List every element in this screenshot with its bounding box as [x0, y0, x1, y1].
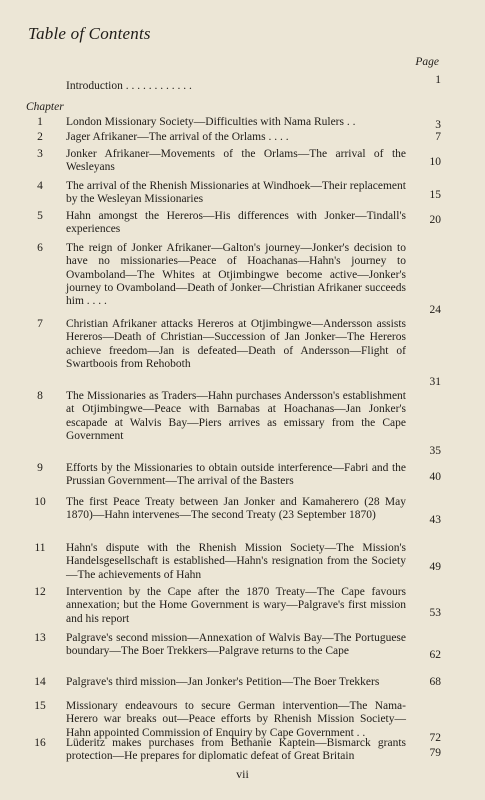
page-title: Table of Contents [28, 24, 151, 43]
chapter-number: 5 [37, 210, 43, 222]
chapter-description: London Missionary Society—Difficulties with Nama Rulers . . [66, 116, 356, 128]
chapter-description: The arrival of the Rhenish Missionaries at Windhoek—Their replacement by the Wesleyan Missionaries [66, 180, 406, 206]
chapter-number: 12 [34, 586, 46, 598]
introduction-page: 1 [435, 74, 441, 86]
chapter-page: 15 [429, 189, 441, 201]
chapter-description: Hahn amongst the Hereros—His differences with Jonker—Tindall's experiences [66, 210, 406, 236]
chapter-page: 62 [429, 649, 441, 661]
chapter-number: 3 [37, 148, 43, 160]
chapter-number: 7 [37, 318, 43, 330]
chapter-page: 7 [435, 131, 441, 143]
chapter-description: Jonker Afrikaner—Movements of the Orlams—The arrival of the Wesleyans [66, 148, 406, 174]
chapter-description: Efforts by the Missionaries to obtain outside interference—Fabri and the Prussian Government—The arrival of the Basters [66, 462, 406, 488]
chapter-page: 31 [429, 376, 441, 388]
chapter-description: The Missionaries as Traders—Hahn purchases Andersson's establishment at Otjimbingwe—Peace with Barnabas at Hoachanas—Jan Jonker's escapade at Walvis Bay—Piers arrives as emissary from the Cape Government [66, 390, 406, 442]
chapter-description: Missionary endeavours to secure German intervention—The Nama-Herero war breaks out—Peace efforts by Rhenish Mission Society—Hahn appointed Commission of Enquiry by Cape Government . . [66, 700, 406, 739]
chapter-page: 20 [429, 214, 441, 226]
chapter-number: 10 [34, 496, 46, 508]
chapter-number: 14 [34, 676, 46, 688]
chapter-page: 40 [429, 471, 441, 483]
chapter-page: 24 [429, 304, 441, 316]
chapter-number: 4 [37, 180, 43, 192]
chapter-number: 6 [37, 242, 43, 254]
chapter-number: 9 [37, 462, 43, 474]
chapter-description: Palgrave's third mission—Jan Jonker's Petition—The Boer Trekkers [66, 676, 380, 688]
chapter-number: 15 [34, 700, 46, 712]
chapter-number: 13 [34, 632, 46, 644]
chapter-number: 1 [37, 116, 43, 128]
chapter-page: 68 [429, 676, 441, 688]
introduction-title: Introduction . . . . . . . . . . . . [66, 80, 192, 92]
chapter-description: The reign of Jonker Afrikaner—Galton's journey—Jonker's decision to have no missionaries—Peace of Hoachanas—Hahn's journey to Ovamboland—The Whites at Otjimbingwe become active—Jonker's journey to Ovamboland—Death of Jonker—Christian Afrikaner succeeds him . . . . [66, 242, 406, 308]
chapter-page: 79 [429, 747, 441, 759]
chapter-column-heading: Chapter [26, 101, 64, 113]
chapter-page: 72 [429, 732, 441, 744]
chapter-page: 35 [429, 445, 441, 457]
chapter-page: 10 [429, 156, 441, 168]
chapter-description: Jager Afrikaner—The arrival of the Orlams . . . . [66, 131, 289, 143]
chapter-number: 16 [34, 737, 46, 749]
chapter-page: 53 [429, 607, 441, 619]
page-column-heading: Page [415, 56, 439, 68]
chapter-page: 3 [435, 119, 441, 131]
chapter-description: Lüderitz makes purchases from Bethanie Kaptein—Bismarck grants protection—He prepares for diplomatic defeat of Great Britain [66, 737, 406, 763]
chapter-description: Intervention by the Cape after the 1870 Treaty—The Cape favours annexation; but the Home Government is wary—Palgrave's first mission and his report [66, 586, 406, 625]
chapter-page: 49 [429, 561, 441, 573]
chapter-description: Palgrave's second mission—Annexation of Walvis Bay—The Portuguese boundary—The Boer Trekkers—Palgrave returns to the Cape [66, 632, 406, 658]
chapter-description: Hahn's dispute with the Rhenish Mission Society—The Mission's Handelsgesellschaft is established—Hahn's resignation from the Society—The achievements of Hahn [66, 542, 406, 581]
chapter-description: Christian Afrikaner attacks Hereros at Otjimbingwe—Andersson assists Hereros—Death of Christian—Succession of Jan Jonker—The Hereros achieve freedom—Jan is defeated—Death of Andersson—Flight of Swartboois from Rehoboth [66, 318, 406, 370]
chapter-page: 43 [429, 514, 441, 526]
page-folio: vii [236, 767, 249, 781]
chapter-number: 8 [37, 390, 43, 402]
chapter-description: The first Peace Treaty between Jan Jonker and Kamaherero (28 May 1870)—Hahn intervenes—The second Treaty (23 September 1870) [66, 496, 406, 522]
chapter-number: 11 [34, 542, 46, 554]
chapter-number: 2 [37, 131, 43, 143]
